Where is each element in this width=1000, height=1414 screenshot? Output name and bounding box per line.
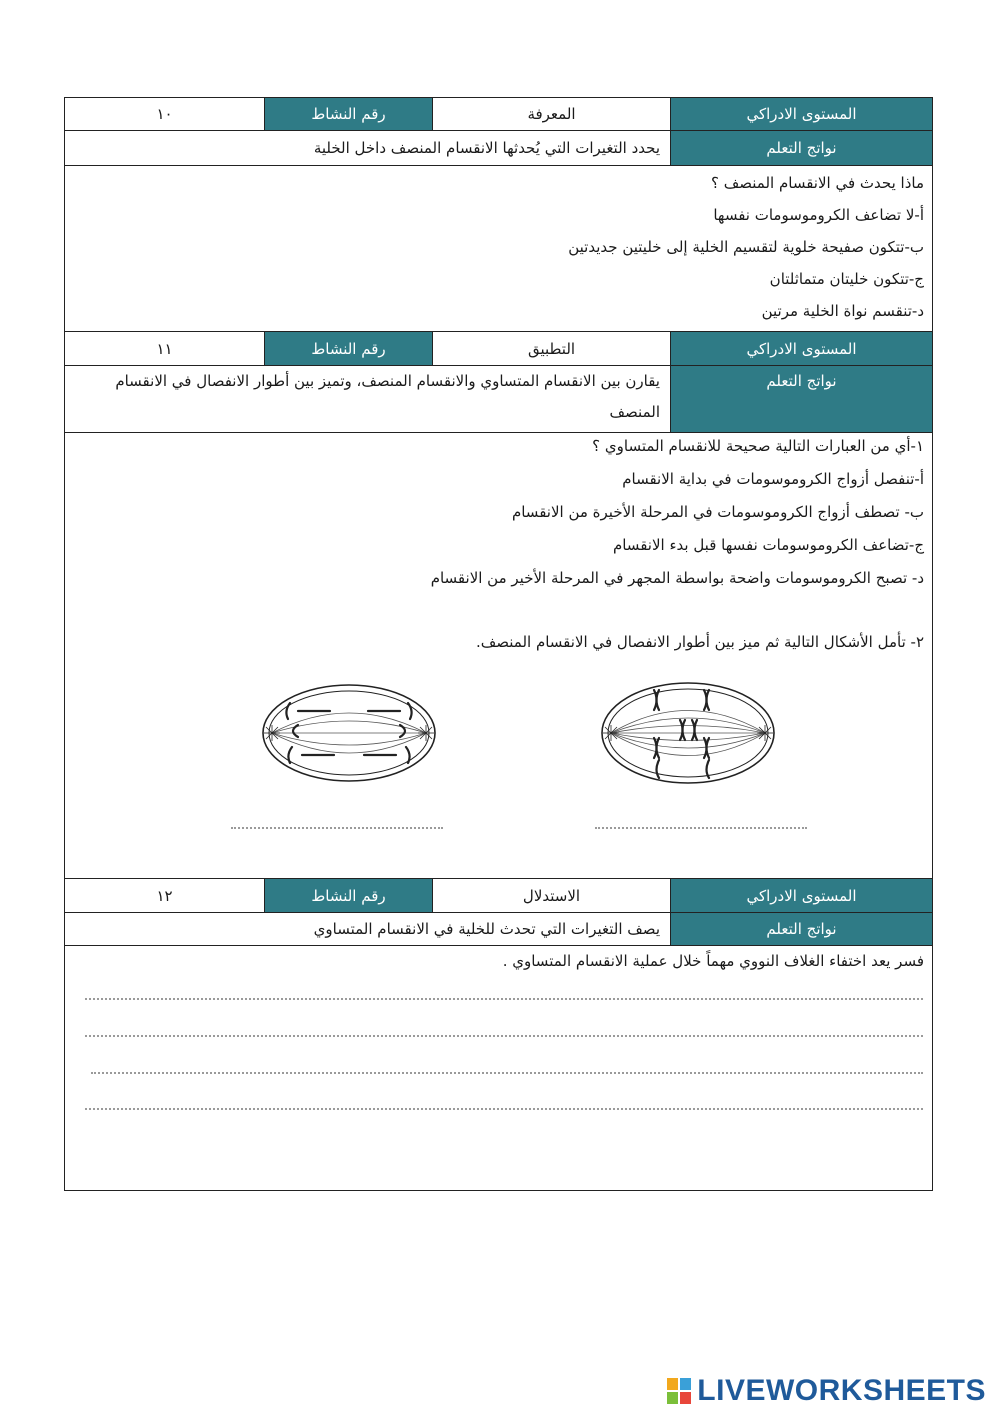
answer-line-2[interactable]	[85, 1035, 923, 1037]
activity10-outcome-row	[65, 131, 932, 166]
activity12-outcome-row	[65, 913, 932, 946]
logo-text: LIVEWORKSHEETS	[697, 1374, 986, 1407]
activity11-outcome-row	[65, 366, 932, 433]
level-label: المستوى الادراكي	[670, 332, 932, 365]
outcome-label: نواتج التعلم	[670, 366, 932, 432]
question2-text: ٢- تأمل الأشكال التالية ثم ميز بين أطوار الانفصال في الانقسام المنصف.	[475, 633, 924, 651]
activity-number: ١١	[156, 339, 173, 358]
liveworksheets-logo	[667, 1374, 986, 1408]
q1-option-a[interactable]: أ-تنفصل أزواج الكروموسومات في بداية الانقسام	[622, 470, 924, 488]
activity-number-label: رقم النشاط	[264, 879, 432, 912]
option-c[interactable]: ج-تتكون خليتان متماثلتان	[769, 270, 924, 288]
activity-number-label: رقم النشاط	[264, 98, 432, 130]
cell-figure-metaphase	[597, 678, 779, 788]
answer-blank-right[interactable]	[595, 827, 807, 829]
question-text: ماذا يحدث في الانقسام المنصف ؟	[711, 174, 924, 192]
answer-blank-left[interactable]	[231, 827, 443, 829]
q1-option-b[interactable]: ب- تصطف أزواج الكروموسومات في المرحلة الأخيرة من الانقسام	[511, 503, 924, 521]
question-text: فسر يعد اختفاء الغلاف النووي مهماً خلال عملية الانقسام المتساوي .	[502, 952, 924, 970]
worksheet-table	[64, 97, 933, 1191]
answer-line-3[interactable]	[91, 1072, 923, 1074]
activity-number: ١٠	[156, 105, 173, 123]
outcome-text: يصف التغيرات التي تحدث للخلية في الانقسام المتساوي	[313, 920, 660, 938]
activity11-question-block	[65, 433, 932, 879]
level-label: المستوى الادراكي	[670, 98, 932, 130]
option-d[interactable]: د-تنقسم نواة الخلية مرتين	[761, 302, 924, 320]
activity-number-label: رقم النشاط	[264, 332, 432, 365]
activity12-question-block	[65, 946, 932, 1190]
outcome-text: يحدد التغيرات التي يُحدثها الانقسام المنصف داخل الخلية	[313, 139, 660, 157]
level-value: المعرفة	[432, 98, 670, 130]
activity12-header-row	[65, 879, 932, 913]
question1-text: ١-أي من العبارات التالية صحيحة للانقسام المتساوي ؟	[592, 437, 924, 455]
activity10-question-block	[65, 166, 932, 332]
logo-blocks-icon	[667, 1378, 691, 1404]
activity-number: ١٢	[156, 886, 173, 905]
activity10-header-row	[65, 98, 932, 131]
outcome-text: يقارن بين الانقسام المتساوي والانقسام المنصف، وتميز بين أطوار الانفصال في الانقسام المنصف	[115, 372, 660, 421]
level-label: المستوى الادراكي	[670, 879, 932, 912]
level-value: الاستدلال	[432, 879, 670, 912]
outcome-label: نواتج التعلم	[670, 913, 932, 945]
answer-line-4[interactable]	[85, 1108, 923, 1110]
q1-option-d[interactable]: د- تصبح الكروموسومات واضحة بواسطة المجهر في المرحلة الأخير من الانقسام	[430, 569, 924, 587]
cell-figure-anaphase	[258, 681, 440, 785]
activity11-header-row	[65, 332, 932, 366]
answer-line-1[interactable]	[85, 998, 923, 1000]
option-a[interactable]: أ-لا تضاعف الكروموسومات نفسها	[713, 206, 924, 224]
option-b[interactable]: ب-تتكون صفيحة خلوية لتقسيم الخلية إلى خليتين جديدتين	[568, 238, 924, 256]
q1-option-c[interactable]: ج-تضاعف الكروموسومات نفسها قبل بدء الانقسام	[612, 536, 924, 554]
level-value: التطبيق	[432, 332, 670, 365]
outcome-label: نواتج التعلم	[670, 131, 932, 165]
